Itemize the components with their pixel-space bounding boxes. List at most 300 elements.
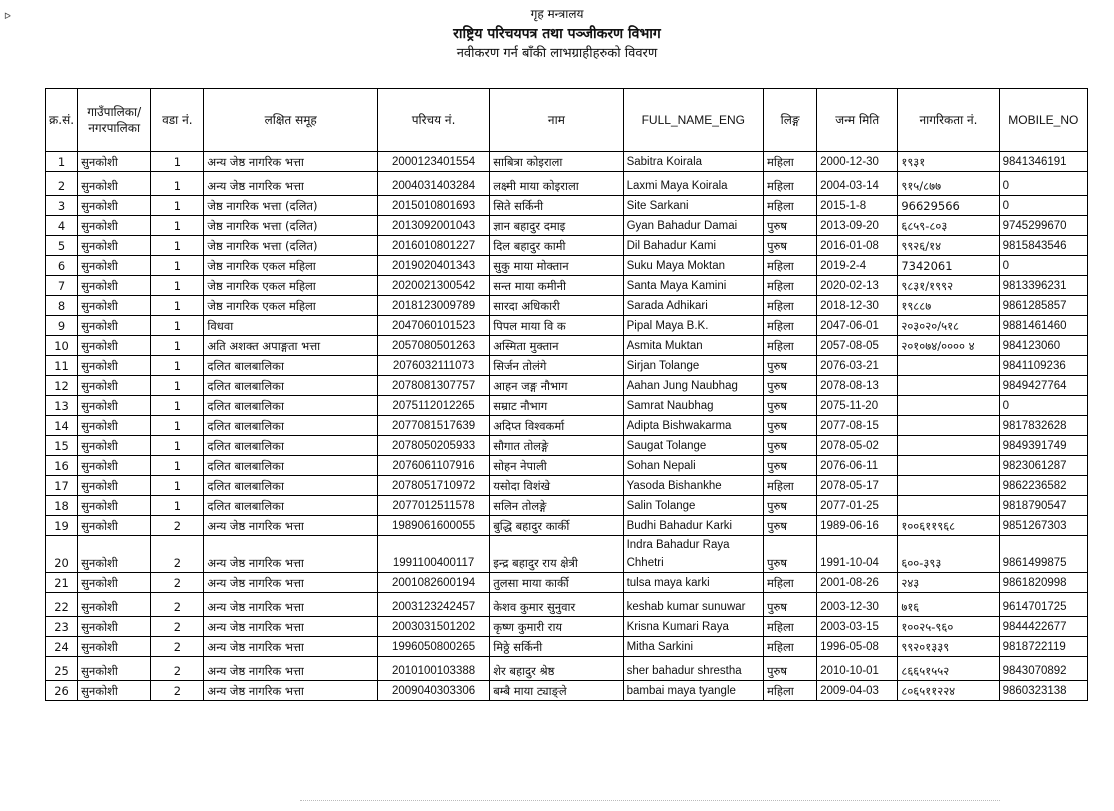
cell-id-number: 2013092001043 <box>377 216 489 236</box>
cell-serial: 24 <box>46 637 78 657</box>
table-row <box>46 196 1088 216</box>
cell-dob: 2019-2-4 <box>817 256 898 276</box>
cell-name: अदिप्त विश्वकर्मा <box>490 416 623 436</box>
cell-mobile: 9813396231 <box>999 276 1087 296</box>
cell-serial: 11 <box>46 356 78 376</box>
cell-serial: 22 <box>46 593 78 617</box>
cell-gender: पुरुष <box>763 657 816 681</box>
cell-dob: 2077-01-25 <box>817 496 898 516</box>
cell-gender: पुरुष <box>763 396 816 416</box>
column-header-ward: वडा नं. <box>151 89 204 152</box>
cell-name: केशव कुमार सुनुवार <box>490 593 623 617</box>
cell-target-group: अन्य जेष्ठ नागरिक भत्ता <box>204 617 377 637</box>
cell-ward: 1 <box>151 196 204 216</box>
table-row <box>46 396 1088 416</box>
cell-municipality: सुनकोशी <box>78 593 151 617</box>
table-row <box>46 456 1088 476</box>
table-row <box>46 316 1088 336</box>
cell-municipality: सुनकोशी <box>78 276 151 296</box>
cell-id-number: 2015010801693 <box>377 196 489 216</box>
document-title: नवीकरण गर्न बाँकी लाभग्राहीहरुको विवरण <box>456 46 658 61</box>
cell-name: सिर्जन तोलंगे <box>490 356 623 376</box>
table-row <box>46 376 1088 396</box>
column-header-municipality: गाउँपालिका/नगरपालिका <box>78 89 151 152</box>
cell-full-name-eng: Sabitra Koirala <box>623 152 763 172</box>
cell-dob: 2057-08-05 <box>817 336 898 356</box>
cell-ward: 1 <box>151 316 204 336</box>
cell-target-group: जेष्ठ नागरिक एकल महिला <box>204 296 377 316</box>
cell-mobile: 984123060 <box>999 336 1087 356</box>
cell-ward: 1 <box>151 476 204 496</box>
cell-serial: 13 <box>46 396 78 416</box>
table-row <box>46 416 1088 436</box>
cell-ward: 1 <box>151 376 204 396</box>
cell-ward: 1 <box>151 396 204 416</box>
cell-ward: 1 <box>151 336 204 356</box>
document-header <box>0 4 1114 64</box>
cell-gender: महिला <box>763 476 816 496</box>
cell-municipality: सुनकोशी <box>78 681 151 701</box>
table-header-row <box>46 89 1088 152</box>
cell-citizenship: २०१०७४/०००० ४ <box>898 336 999 356</box>
cell-ward: 1 <box>151 236 204 256</box>
cell-citizenship <box>898 436 999 456</box>
cell-target-group: अन्य जेष्ठ नागरिक भत्ता <box>204 536 377 573</box>
cell-mobile: 9861285857 <box>999 296 1087 316</box>
cell-id-number: 2047060101523 <box>377 316 489 336</box>
cell-id-number: 2078081307757 <box>377 376 489 396</box>
column-header-serial: क्र.सं. <box>46 89 78 152</box>
cell-dob: 2004-03-14 <box>817 172 898 196</box>
cell-citizenship: ८६६५१५५२ <box>898 657 999 681</box>
cell-serial: 9 <box>46 316 78 336</box>
cell-dob: 2016-01-08 <box>817 236 898 256</box>
cell-target-group: अन्य जेष्ठ नागरिक भत्ता <box>204 657 377 681</box>
cell-target-group: दलित बालबालिका <box>204 376 377 396</box>
cell-citizenship <box>898 416 999 436</box>
beneficiary-table <box>45 88 1088 701</box>
cell-name: अस्मिता मुक्तान <box>490 336 623 356</box>
cell-mobile: 0 <box>999 172 1087 196</box>
cell-id-number: 2001082600194 <box>377 573 489 593</box>
cell-mobile: 9818790547 <box>999 496 1087 516</box>
cell-mobile: 9849427764 <box>999 376 1087 396</box>
cell-serial: 17 <box>46 476 78 496</box>
cell-id-number: 2003123242457 <box>377 593 489 617</box>
cell-municipality: सुनकोशी <box>78 356 151 376</box>
cell-citizenship: १९८८७ <box>898 296 999 316</box>
cell-mobile: 9815843546 <box>999 236 1087 256</box>
table-row <box>46 637 1088 657</box>
cell-ward: 2 <box>151 593 204 617</box>
cell-target-group: अन्य जेष्ठ नागरिक भत्ता <box>204 681 377 701</box>
cell-name: साबित्रा कोइराला <box>490 152 623 172</box>
cell-mobile: 9841109236 <box>999 356 1087 376</box>
cell-target-group: दलित बालबालिका <box>204 456 377 476</box>
cell-citizenship <box>898 476 999 496</box>
cell-dob: 2078-08-13 <box>817 376 898 396</box>
cell-dob: 2018-12-30 <box>817 296 898 316</box>
cell-citizenship: १९३१ <box>898 152 999 172</box>
cell-mobile: 0 <box>999 396 1087 416</box>
cell-name: आहन जङ्ग नौभाग <box>490 376 623 396</box>
cell-serial: 25 <box>46 657 78 681</box>
cell-target-group: अन्य जेष्ठ नागरिक भत्ता <box>204 516 377 536</box>
cell-name: यसोदा विशंखे <box>490 476 623 496</box>
cell-id-number: 2003031501202 <box>377 617 489 637</box>
cell-full-name-eng: Aahan Jung Naubhag <box>623 376 763 396</box>
cell-gender: पुरुष <box>763 536 816 573</box>
cell-dob: 2013-09-20 <box>817 216 898 236</box>
cell-gender: महिला <box>763 573 816 593</box>
cell-municipality: सुनकोशी <box>78 536 151 573</box>
cell-id-number: 2010100103388 <box>377 657 489 681</box>
cell-dob: 2020-02-13 <box>817 276 898 296</box>
ministry-name: गृह मन्त्रालय <box>530 7 584 21</box>
cell-target-group: दलित बालबालिका <box>204 476 377 496</box>
cell-full-name-eng: Yasoda Bishankhe <box>623 476 763 496</box>
cell-citizenship: ६००-३९३ <box>898 536 999 573</box>
cell-mobile: 9841346191 <box>999 152 1087 172</box>
cell-gender: महिला <box>763 152 816 172</box>
cell-citizenship: २०३०२०/५१८ <box>898 316 999 336</box>
cell-full-name-eng: Santa Maya Kamini <box>623 276 763 296</box>
table-row <box>46 593 1088 617</box>
cell-municipality: सुनकोशी <box>78 496 151 516</box>
cell-full-name-eng: Indra Bahadur Raya Chhetri <box>623 536 763 573</box>
cell-gender: पुरुष <box>763 456 816 476</box>
table-body <box>46 152 1088 701</box>
cell-dob: 2047-06-01 <box>817 316 898 336</box>
cell-name: सम्राट नौभाग <box>490 396 623 416</box>
cell-municipality: सुनकोशी <box>78 256 151 276</box>
cell-citizenship <box>898 456 999 476</box>
cell-mobile: 9844422677 <box>999 617 1087 637</box>
table-row <box>46 436 1088 456</box>
cell-municipality: सुनकोशी <box>78 336 151 356</box>
cell-full-name-eng: Salin Tolange <box>623 496 763 516</box>
cell-dob: 2075-11-20 <box>817 396 898 416</box>
cell-mobile: 9881461460 <box>999 316 1087 336</box>
cell-target-group: जेष्ठ नागरिक एकल महिला <box>204 276 377 296</box>
cell-mobile: 9862236582 <box>999 476 1087 496</box>
cell-dob: 2010-10-01 <box>817 657 898 681</box>
cell-ward: 1 <box>151 296 204 316</box>
cell-full-name-eng: Sarada Adhikari <box>623 296 763 316</box>
cell-mobile: 9745299670 <box>999 216 1087 236</box>
table-row <box>46 296 1088 316</box>
cell-gender: महिला <box>763 637 816 657</box>
cell-serial: 20 <box>46 536 78 573</box>
cell-serial: 7 <box>46 276 78 296</box>
cell-id-number: 2020021300542 <box>377 276 489 296</box>
cell-mobile: 9860323138 <box>999 681 1087 701</box>
cell-municipality: सुनकोशी <box>78 396 151 416</box>
cell-target-group: दलित बालबालिका <box>204 496 377 516</box>
cell-id-number: 2077012511578 <box>377 496 489 516</box>
cell-id-number: 2057080501263 <box>377 336 489 356</box>
table-row <box>46 496 1088 516</box>
cell-full-name-eng: Pipal Maya B.K. <box>623 316 763 336</box>
cell-full-name-eng: Samrat Naubhag <box>623 396 763 416</box>
cell-ward: 1 <box>151 152 204 172</box>
cell-id-number: 1989061600055 <box>377 516 489 536</box>
cell-gender: महिला <box>763 276 816 296</box>
cell-citizenship: 96629566 <box>898 196 999 216</box>
cell-serial: 3 <box>46 196 78 216</box>
table-row <box>46 172 1088 196</box>
cell-gender: पुरुष <box>763 416 816 436</box>
cell-mobile: 9823061287 <box>999 456 1087 476</box>
cell-dob: 2076-03-21 <box>817 356 898 376</box>
cell-gender: महिला <box>763 172 816 196</box>
cell-target-group: जेष्ठ नागरिक भत्ता (दलित) <box>204 236 377 256</box>
cell-target-group: जेष्ठ नागरिक एकल महिला <box>204 256 377 276</box>
cell-full-name-eng: keshab kumar sunuwar <box>623 593 763 617</box>
cell-target-group: अन्य जेष्ठ नागरिक भत्ता <box>204 172 377 196</box>
cell-full-name-eng: Saugat Tolange <box>623 436 763 456</box>
cell-target-group: अन्य जेष्ठ नागरिक भत्ता <box>204 593 377 617</box>
cell-municipality: सुनकोशी <box>78 376 151 396</box>
cell-target-group: जेष्ठ नागरिक भत्ता (दलित) <box>204 216 377 236</box>
cell-mobile: 9849391749 <box>999 436 1087 456</box>
cell-municipality: सुनकोशी <box>78 436 151 456</box>
cell-full-name-eng: Asmita Muktan <box>623 336 763 356</box>
cell-dob: 2001-08-26 <box>817 573 898 593</box>
column-header-mobile: MOBILE_NO <box>999 89 1087 152</box>
cell-dob: 2000-12-30 <box>817 152 898 172</box>
cell-name: सौगात तोलङ्गे <box>490 436 623 456</box>
cell-serial: 6 <box>46 256 78 276</box>
table-row <box>46 152 1088 172</box>
cell-full-name-eng: Gyan Bahadur Damai <box>623 216 763 236</box>
cell-ward: 2 <box>151 681 204 701</box>
cell-dob: 2003-03-15 <box>817 617 898 637</box>
cell-gender: महिला <box>763 196 816 216</box>
cell-citizenship <box>898 356 999 376</box>
cell-dob: 2015-1-8 <box>817 196 898 216</box>
cell-serial: 10 <box>46 336 78 356</box>
column-header-name: नाम <box>490 89 623 152</box>
cell-municipality: सुनकोशी <box>78 316 151 336</box>
cell-citizenship: ९८३१/१९९२ <box>898 276 999 296</box>
cell-target-group: जेष्ठ नागरिक भत्ता (दलित) <box>204 196 377 216</box>
cell-id-number: 2019020401343 <box>377 256 489 276</box>
cell-mobile: 9818722119 <box>999 637 1087 657</box>
cell-gender: महिला <box>763 681 816 701</box>
cell-name: इन्द्र बहादुर राय क्षेत्री <box>490 536 623 573</box>
cell-citizenship: ९९२६/१४ <box>898 236 999 256</box>
table-row <box>46 657 1088 681</box>
cell-full-name-eng: Site Sarkani <box>623 196 763 216</box>
cell-gender: पुरुष <box>763 516 816 536</box>
cell-citizenship <box>898 496 999 516</box>
cell-dob: 1989-06-16 <box>817 516 898 536</box>
cell-name: बम्बै माया ट्याङ्ले <box>490 681 623 701</box>
cell-name: शेर बहादुर श्रेष्ठ <box>490 657 623 681</box>
cell-dob: 1996-05-08 <box>817 637 898 657</box>
cell-target-group: दलित बालबालिका <box>204 436 377 456</box>
cell-municipality: सुनकोशी <box>78 617 151 637</box>
cell-dob: 2009-04-03 <box>817 681 898 701</box>
table-row <box>46 681 1088 701</box>
column-header-target-group: लक्षित समूह <box>204 89 377 152</box>
cell-id-number: 2078050205933 <box>377 436 489 456</box>
cell-name: सुकु माया मोक्तान <box>490 256 623 276</box>
cell-name: पिपल माया वि क <box>490 316 623 336</box>
cell-id-number: 1996050800265 <box>377 637 489 657</box>
cell-id-number: 2078051710972 <box>377 476 489 496</box>
cell-name: सलिन तोलङ्गे <box>490 496 623 516</box>
cell-name: तुलसा माया कार्की <box>490 573 623 593</box>
cell-serial: 5 <box>46 236 78 256</box>
cell-dob: 2078-05-17 <box>817 476 898 496</box>
cell-id-number: 2018123009789 <box>377 296 489 316</box>
cell-full-name-eng: Dil Bahadur Kami <box>623 236 763 256</box>
cell-name: कृष्ण कुमारी राय <box>490 617 623 637</box>
cell-citizenship: ९१५/८७७ <box>898 172 999 196</box>
cell-mobile: 9851267303 <box>999 516 1087 536</box>
cell-target-group: दलित बालबालिका <box>204 416 377 436</box>
cell-gender: पुरुष <box>763 436 816 456</box>
cell-ward: 2 <box>151 637 204 657</box>
cell-municipality: सुनकोशी <box>78 296 151 316</box>
cell-name: सोहन नेपाली <box>490 456 623 476</box>
cell-full-name-eng: sher bahadur shrestha <box>623 657 763 681</box>
cell-ward: 2 <box>151 516 204 536</box>
cell-target-group: दलित बालबालिका <box>204 396 377 416</box>
cell-gender: महिला <box>763 617 816 637</box>
cell-municipality: सुनकोशी <box>78 573 151 593</box>
column-header-full-name-eng: FULL_NAME_ENG <box>623 89 763 152</box>
cell-municipality: सुनकोशी <box>78 416 151 436</box>
cell-citizenship: ८०६५११२२४ <box>898 681 999 701</box>
cell-mobile: 9861820998 <box>999 573 1087 593</box>
cell-ward: 1 <box>151 216 204 236</box>
cell-municipality: सुनकोशी <box>78 637 151 657</box>
cell-gender: पुरुष <box>763 496 816 516</box>
cell-citizenship: ६८५९-८०३ <box>898 216 999 236</box>
cell-mobile: 9843070892 <box>999 657 1087 681</box>
cell-full-name-eng: Sohan Nepali <box>623 456 763 476</box>
cell-citizenship <box>898 376 999 396</box>
cell-id-number: 2016010801227 <box>377 236 489 256</box>
cell-serial: 19 <box>46 516 78 536</box>
cell-full-name-eng: Adipta Bishwakarma <box>623 416 763 436</box>
table-row <box>46 256 1088 276</box>
column-header-dob: जन्म मिति <box>817 89 898 152</box>
cell-ward: 2 <box>151 657 204 681</box>
cell-id-number: 2009040303306 <box>377 681 489 701</box>
cell-name: दिल बहादुर कामी <box>490 236 623 256</box>
cell-serial: 16 <box>46 456 78 476</box>
cell-full-name-eng: Suku Maya Moktan <box>623 256 763 276</box>
cell-dob: 2078-05-02 <box>817 436 898 456</box>
cell-full-name-eng: Budhi Bahadur Karki <box>623 516 763 536</box>
cell-target-group: अन्य जेष्ठ नागरिक भत्ता <box>204 152 377 172</box>
cell-target-group: दलित बालबालिका <box>204 356 377 376</box>
cell-serial: 12 <box>46 376 78 396</box>
cell-mobile: 9817832628 <box>999 416 1087 436</box>
table-row <box>46 476 1088 496</box>
cell-name: सिते सर्किनी <box>490 196 623 216</box>
cell-full-name-eng: tulsa maya karki <box>623 573 763 593</box>
scan-mark: ᐅ <box>4 12 11 22</box>
table-row <box>46 536 1088 573</box>
cell-municipality: सुनकोशी <box>78 516 151 536</box>
cell-target-group: विधवा <box>204 316 377 336</box>
cell-citizenship: 7342061 <box>898 256 999 276</box>
cell-name: बुद्धि बहादुर कार्की <box>490 516 623 536</box>
cell-gender: पुरुष <box>763 216 816 236</box>
cell-name: लक्ष्मी माया कोइराला <box>490 172 623 196</box>
cell-ward: 1 <box>151 172 204 196</box>
column-header-citizenship: नागरिकता नं. <box>898 89 999 152</box>
cell-municipality: सुनकोशी <box>78 216 151 236</box>
column-header-id-number: परिचय नं. <box>377 89 489 152</box>
cell-name: सारदा अधिकारी <box>490 296 623 316</box>
table-row <box>46 516 1088 536</box>
cell-ward: 1 <box>151 276 204 296</box>
cell-full-name-eng: Mitha Sarkini <box>623 637 763 657</box>
cell-dob: 2077-08-15 <box>817 416 898 436</box>
table-row <box>46 216 1088 236</box>
cell-target-group: अति अशक्त अपाङ्गता भत्ता <box>204 336 377 356</box>
cell-full-name-eng: Krisna Kumari Raya <box>623 617 763 637</box>
cell-mobile: 0 <box>999 196 1087 216</box>
cell-gender: महिला <box>763 336 816 356</box>
cell-serial: 18 <box>46 496 78 516</box>
cell-citizenship: १००६११९६८ <box>898 516 999 536</box>
table-row <box>46 356 1088 376</box>
cell-serial: 4 <box>46 216 78 236</box>
table-row <box>46 573 1088 593</box>
cell-serial: 23 <box>46 617 78 637</box>
cell-municipality: सुनकोशी <box>78 196 151 216</box>
cell-citizenship: ७१६ <box>898 593 999 617</box>
cell-ward: 2 <box>151 536 204 573</box>
cell-citizenship: १००२५-९६० <box>898 617 999 637</box>
table-row <box>46 617 1088 637</box>
cell-serial: 26 <box>46 681 78 701</box>
page-edge-line <box>300 800 1000 801</box>
cell-name: सन्त माया कमीनी <box>490 276 623 296</box>
cell-municipality: सुनकोशी <box>78 236 151 256</box>
cell-full-name-eng: Laxmi Maya Koirala <box>623 172 763 196</box>
cell-mobile: 9861499875 <box>999 536 1087 573</box>
cell-dob: 2076-06-11 <box>817 456 898 476</box>
cell-serial: 1 <box>46 152 78 172</box>
cell-id-number: 2000123401554 <box>377 152 489 172</box>
cell-municipality: सुनकोशी <box>78 152 151 172</box>
cell-ward: 1 <box>151 416 204 436</box>
cell-gender: महिला <box>763 256 816 276</box>
cell-ward: 1 <box>151 256 204 276</box>
cell-mobile: 0 <box>999 256 1087 276</box>
cell-gender: महिला <box>763 296 816 316</box>
cell-id-number: 1991100400117 <box>377 536 489 573</box>
cell-gender: महिला <box>763 316 816 336</box>
cell-id-number: 2076032111073 <box>377 356 489 376</box>
table-row <box>46 336 1088 356</box>
cell-gender: पुरुष <box>763 356 816 376</box>
cell-target-group: अन्य जेष्ठ नागरिक भत्ता <box>204 573 377 593</box>
cell-id-number: 2077081517639 <box>377 416 489 436</box>
cell-municipality: सुनकोशी <box>78 657 151 681</box>
cell-dob: 2003-12-30 <box>817 593 898 617</box>
cell-serial: 8 <box>46 296 78 316</box>
cell-target-group: अन्य जेष्ठ नागरिक भत्ता <box>204 637 377 657</box>
